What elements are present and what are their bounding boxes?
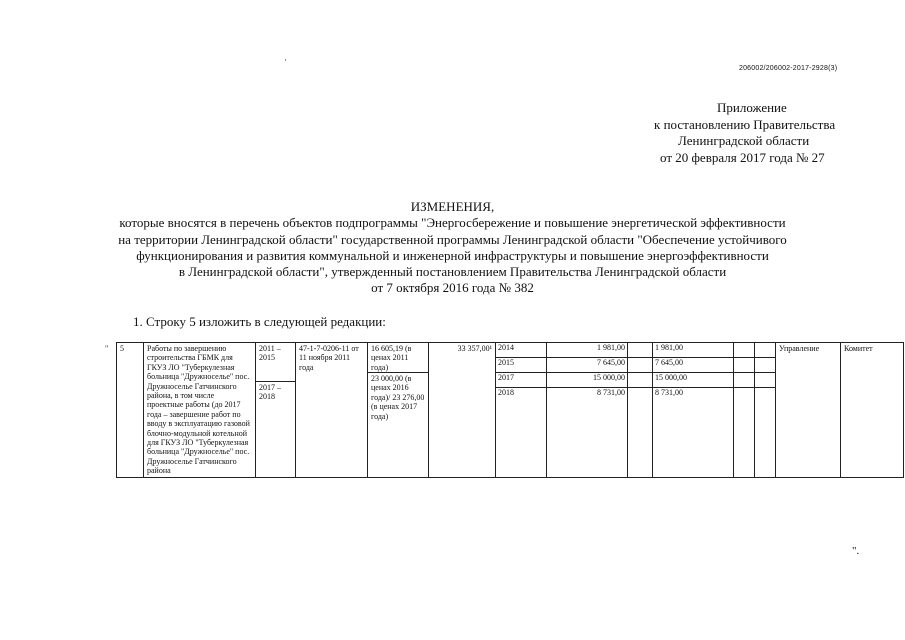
cost-a: 16 605,19 (в ценах 2011 года) — [368, 343, 428, 373]
empty-list-3 — [755, 343, 775, 402]
year-value: 2018 — [498, 388, 514, 397]
item-text: 1. Строку 5 изложить в следующей редакции: — [133, 314, 386, 329]
cost-b: 23 000,00 (в ценах 2016 года)/ 23 276,00 (в ценах 2017 года) — [371, 374, 425, 421]
heading-line-1: которые вносятся в перечень объектов подпрограммы "Энергосбережение и повышение энергетической эффективности — [119, 215, 786, 231]
row-number-cell: 5 — [117, 343, 144, 478]
end-quote-mark: ". — [852, 545, 860, 557]
heading-line-3: функционирования и развития коммунальной и инженерной инфраструктуры и повышение энергоэффективности — [136, 247, 769, 263]
amount-value: 8 731,00 — [597, 388, 625, 397]
amount-list — [547, 343, 627, 402]
committee-cell: Комитет — [841, 343, 904, 478]
manager-cell: Управление — [776, 343, 841, 478]
object-name-cell: Работы по завершению строительства ГБМК для ГКУЗ ЛО "Туберкулезная больница "Дружноселье" пос. Дружноселье Гатчинского района, в том числе проектные работы (до 2017 года – завершение работ по вводу в эксплуатацию газовой блочно-модульной котельной для ГКУЗ ЛО "Туберкулезная больница "Дружноселье" пос. Дружноселье Гатчинского района — [144, 343, 256, 478]
years-a: 2011 – 2015 — [256, 343, 295, 382]
objects-table — [102, 342, 904, 478]
heading-line-4: в Ленинградской области", утвержденный постановлением Правительства Ленинградской области — [178, 264, 727, 280]
registration-cell: 47-1-7-0206-11 от 11 ноября 2011 года — [296, 343, 368, 478]
stray-mark: · — [284, 55, 287, 65]
appendix-line-3: Ленинградской области — [678, 133, 810, 148]
amount-2-value: 7 645,00 — [653, 358, 733, 373]
heading-title: ИЗМЕНЕНИЯ, — [410, 199, 495, 214]
year-value: 2014 — [496, 343, 546, 358]
heading-line-5: от 7 октября 2016 года № 382 — [371, 280, 534, 296]
amount-value: 7 645,00 — [547, 358, 627, 373]
appendix-line-4: от 20 февраля 2017 года № 27 — [660, 149, 825, 165]
amount-2-value: 8 731,00 — [655, 388, 683, 397]
year-value: 2015 — [496, 358, 546, 373]
empty-cell — [628, 343, 653, 478]
amount-value: 15 000,00 — [547, 373, 627, 388]
amount-2-list — [653, 343, 733, 402]
amount-2-cell — [653, 343, 734, 478]
appendix-block — [640, 100, 880, 166]
amount-value: 1 981,00 — [547, 343, 627, 358]
amount-2-value: 15 000,00 — [653, 373, 733, 388]
year-value: 2017 — [496, 373, 546, 388]
document-number: 206002/206002-2017-2928(3) — [739, 65, 838, 72]
year-list — [496, 343, 546, 402]
amount-cell — [547, 343, 628, 478]
table-row — [102, 343, 904, 478]
cost-cell — [368, 343, 429, 478]
document-heading — [0, 199, 905, 297]
appendix-line-2: к постановлению Правительства — [654, 116, 836, 132]
empty-cell-3 — [755, 343, 776, 478]
total-cost-cell: 33 357,00¹ — [429, 343, 496, 478]
empty-list-2 — [734, 343, 754, 402]
appendix-line-1: Приложение — [717, 100, 787, 115]
opening-quote: " — [105, 343, 109, 353]
empty-cell-2 — [734, 343, 755, 478]
heading-line-2: на территории Ленинградской области" государственной программы Ленинградской области "Обеспечение устойчивого — [118, 231, 787, 247]
amount-2-value: 1 981,00 — [653, 343, 733, 358]
years-cell — [256, 343, 296, 478]
year-cell — [496, 343, 547, 478]
years-b: 2017 – 2018 — [259, 383, 281, 402]
empty-list — [628, 343, 652, 402]
